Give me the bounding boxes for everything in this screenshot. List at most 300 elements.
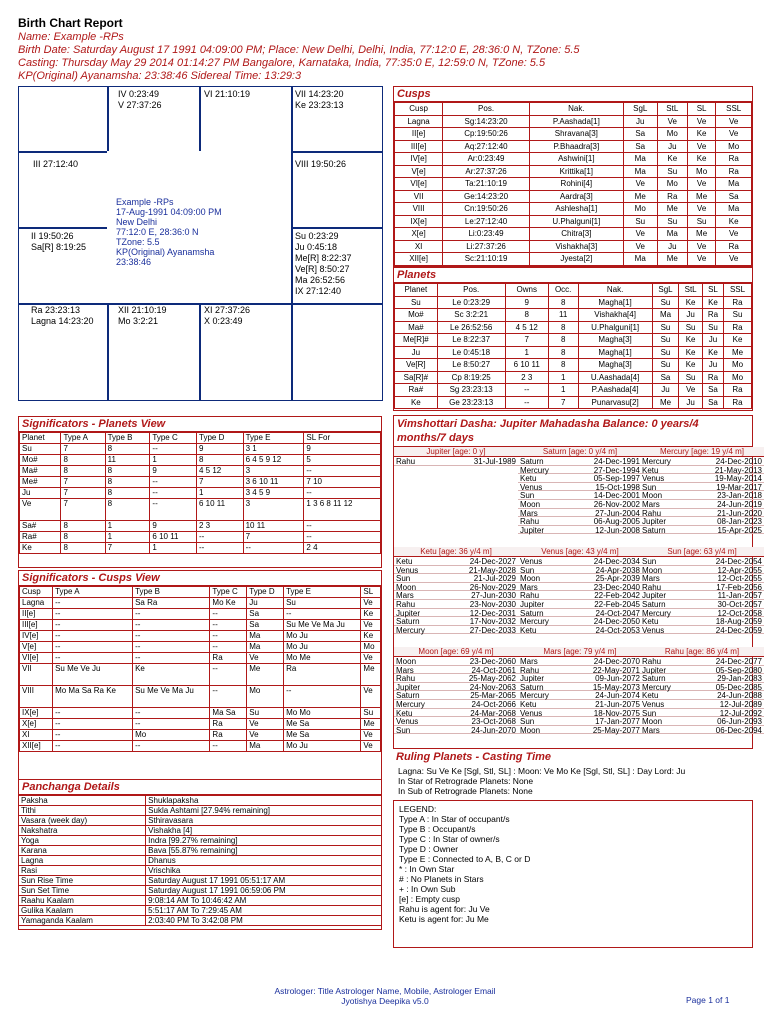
house-8: VIII 19:50:26 — [295, 159, 347, 169]
dasha-planet: Saturn — [520, 682, 544, 692]
table-cell: Ar:27:37:26 — [443, 165, 530, 178]
table-cell: Dhanus — [146, 856, 381, 866]
dasha-date: 18-Nov-2075 — [593, 708, 640, 718]
table-cell: Sa# — [20, 521, 61, 532]
table-cell: Ma — [623, 153, 657, 166]
ruling-panel — [393, 750, 753, 800]
table-cell: 8 — [61, 521, 105, 532]
table-row — [19, 846, 381, 856]
dasha-planet: Mars — [520, 508, 538, 518]
table-row — [395, 128, 752, 141]
dasha-row — [518, 457, 642, 466]
table-cell: Ma — [652, 309, 679, 322]
table-cell: Lagna — [20, 598, 53, 609]
table-cell: Mo Ke — [210, 598, 247, 609]
table-cell: -- — [53, 631, 133, 642]
table-cell: Me Sa — [284, 719, 361, 730]
table-cell: P.Aashada[1] — [529, 115, 623, 128]
dasha-group-header: Saturn [age: 0 y/4 m] — [518, 447, 642, 457]
dasha-date: 15-May-2073 — [592, 682, 640, 692]
table-cell: III[e] — [20, 620, 53, 631]
table-cell: Ve — [687, 203, 716, 216]
table-cell: Ju — [652, 384, 679, 397]
house-6: VI 21:10:19 — [204, 89, 251, 99]
table-cell: -- — [210, 609, 247, 620]
table-cell: Sg 23:23:13 — [437, 384, 505, 397]
table-cell: Mo — [724, 371, 752, 384]
dasha-date: 14-Dec-2001 — [593, 491, 640, 501]
table-cell: Cp 8:19:25 — [437, 371, 505, 384]
dasha-date: 24-Dec-2054 — [715, 557, 762, 566]
dasha-planet: Mars — [642, 574, 660, 584]
table-cell: -- — [133, 741, 210, 752]
dasha-date: 27-Dec-1994 — [593, 465, 640, 475]
dasha-planet: Sun — [396, 574, 411, 584]
column-header: SL — [361, 587, 381, 598]
dasha-date: 24-Dec-2010 — [715, 457, 762, 466]
table-cell: Su Me Ve Ju — [53, 664, 133, 686]
table-cell: 8 — [505, 309, 548, 322]
dasha-row — [518, 491, 642, 500]
table-cell: Ju — [20, 488, 61, 499]
dasha-row — [640, 566, 764, 575]
house-4: IV 0:23:49 V 27:37:26 — [118, 89, 162, 110]
dasha-planet: Mars — [520, 657, 538, 666]
table-cell: 7 — [197, 477, 244, 488]
dasha-row — [518, 674, 642, 683]
table-cell: Ve — [687, 115, 716, 128]
dasha-group — [518, 547, 642, 634]
dasha-date: 31-Jul-1989 — [473, 457, 516, 466]
dasha-planet: Moon — [520, 574, 541, 584]
table-cell: Ashwini[1] — [529, 153, 623, 166]
table-cell: Mo Mo — [284, 708, 361, 719]
table-cell: 1 3 6 8 11 12 — [304, 499, 381, 521]
table-cell: Me# — [20, 477, 61, 488]
table-cell: III[e] — [395, 140, 443, 153]
table-row — [19, 916, 381, 926]
panchanga-table — [19, 795, 381, 926]
column-header: SL — [687, 103, 716, 116]
house-9: Su 0:23:29 Ju 0:45:18 Me[R] 8:22:37 Ve[R] 8:50:27 Ma 26:52:56 IX 27:12:40 — [295, 231, 352, 296]
table-cell: Ke — [20, 543, 61, 554]
dasha-row — [640, 617, 764, 626]
table-cell: 3 — [243, 499, 304, 521]
dasha-planet: Rahu — [396, 674, 416, 684]
table-cell: 3 6 10 11 — [243, 477, 304, 488]
table-cell: II[e] — [395, 128, 443, 141]
dasha-row — [640, 500, 764, 509]
table-cell: 9 — [304, 444, 381, 455]
table-cell: Ke — [133, 664, 210, 686]
table-row — [20, 455, 381, 466]
table-cell: Mo Ju — [284, 741, 361, 752]
table-cell: Vishakha[3] — [529, 240, 623, 253]
table-cell: Me[R]# — [395, 334, 438, 347]
table-cell: Ke — [679, 359, 703, 372]
table-row — [395, 309, 752, 322]
dasha-row — [518, 691, 642, 700]
table-cell: Ve — [687, 240, 716, 253]
table-cell: Ke — [687, 153, 716, 166]
dasha-panel — [393, 415, 762, 749]
table-cell: Rohini[4] — [529, 178, 623, 191]
dasha-date: 25-May-2062 — [468, 674, 516, 684]
dasha-row — [518, 717, 642, 726]
table-cell: Su — [702, 321, 723, 334]
table-cell: -- — [304, 532, 381, 543]
dasha-row — [640, 583, 764, 592]
dasha-planet: Venus — [396, 717, 419, 727]
table-cell: Ke — [361, 609, 381, 620]
table-cell: Ra — [716, 240, 752, 253]
dasha-planet: Jupiter — [396, 682, 421, 692]
table-cell: Shravana[3] — [529, 128, 623, 141]
dasha-group-header: Ketu [age: 36 y/4 m] — [394, 547, 518, 557]
table-cell: Ve — [623, 228, 657, 241]
table-cell: 8 — [105, 466, 150, 477]
table-cell: Mo — [657, 128, 687, 141]
dasha-planet: Rahu — [642, 582, 662, 592]
dasha-planet: Mercury — [642, 608, 671, 618]
dasha-group-header: Sun [age: 63 y/4 m] — [640, 547, 764, 557]
table-cell: Sa — [247, 609, 284, 620]
table-row — [20, 444, 381, 455]
dasha-planet: Jupiter — [520, 674, 545, 684]
table-row — [395, 178, 752, 191]
house-1: Ra 23:23:13 Lagna 14:23:20 — [31, 305, 94, 326]
table-cell: V[e] — [395, 165, 443, 178]
dasha-row — [640, 483, 764, 492]
significators-cusps-panel — [18, 570, 382, 780]
header-line: Casting: Thursday May 29 2014 01:14:27 PM Bangalore, Karnataka, India, 77:35:0 E, 12:59:0 N, TZone: 5.5 — [18, 57, 546, 69]
dasha-row — [518, 500, 642, 509]
dasha-planet: Saturn — [396, 617, 420, 627]
table-row — [19, 836, 381, 846]
table-cell: Mo — [687, 165, 716, 178]
dasha-planet: Venus — [642, 625, 665, 635]
dasha-planet: Saturn — [396, 691, 420, 701]
table-cell: 6 10 11 — [150, 532, 197, 543]
table-cell: Ma# — [395, 321, 438, 334]
table-cell: Ra — [210, 730, 247, 741]
table-cell: Mo Ma Sa Ra Ke — [53, 686, 133, 708]
dasha-row — [518, 683, 642, 692]
table-cell: Me — [687, 190, 716, 203]
table-cell: Aq:27:12:40 — [443, 140, 530, 153]
dasha-row — [518, 517, 642, 526]
dasha-planet: Sun — [520, 491, 535, 501]
table-cell: Me Sa — [284, 730, 361, 741]
dasha-planet: Mars — [642, 725, 660, 735]
column-header: Type D — [197, 433, 244, 444]
table-cell: 9 — [150, 521, 197, 532]
table-cell: -- — [243, 543, 304, 554]
dasha-date: 26-Nov-2002 — [593, 499, 640, 509]
dasha-date: 27-Jun-2030 — [471, 591, 516, 601]
dasha-date: 26-Nov-2029 — [469, 582, 516, 592]
table-cell: IV[e] — [395, 153, 443, 166]
table-cell: 6 10 11 — [197, 499, 244, 521]
dasha-date: 06-Aug-2005 — [593, 517, 640, 527]
dasha-planet: Jupiter — [642, 665, 667, 675]
table-cell: 7 — [548, 396, 578, 409]
column-header: Type D — [247, 587, 284, 598]
table-row — [20, 543, 381, 554]
table-cell: Ar:0:23:49 — [443, 153, 530, 166]
table-row — [20, 631, 381, 642]
dasha-date: 19-May-2014 — [714, 474, 762, 484]
house-7: VII 14:23:20 Ke 23:23:13 — [295, 89, 344, 110]
table-cell: Mo Ju — [284, 631, 361, 642]
dasha-planet: Mercury — [642, 457, 671, 466]
table-cell: VII — [395, 190, 443, 203]
table-cell: Sthiravasara — [146, 816, 381, 826]
table-cell: Vasara (week day) — [19, 816, 146, 826]
table-cell: Ve — [687, 140, 716, 153]
dasha-row — [640, 517, 764, 526]
column-header: Type C — [210, 587, 247, 598]
dasha-planet: Rahu — [520, 591, 540, 601]
dasha-row — [394, 674, 518, 683]
ruling-line: In Sub of Retrograde Planets: None — [398, 786, 533, 796]
table-cell: -- — [284, 609, 361, 620]
table-cell: Ju — [702, 334, 723, 347]
dasha-planet: Moon — [642, 565, 663, 575]
dasha-date: 24-Jun-2074 — [595, 691, 640, 701]
table-cell: Ve — [361, 620, 381, 631]
dasha-row — [640, 700, 764, 709]
table-cell: -- — [505, 396, 548, 409]
dasha-date: 21-Jun-2075 — [595, 699, 640, 709]
panchanga-title: Panchanga Details — [19, 780, 381, 795]
dasha-date: 27-Dec-2033 — [469, 625, 516, 635]
table-row — [20, 466, 381, 477]
table-cell: Ju — [395, 346, 438, 359]
house-11: XI 27:37:26 X 0:23:49 — [204, 305, 251, 326]
table-cell: 3 4 5 9 — [243, 488, 304, 499]
dasha-date: 06-Jun-2093 — [717, 717, 762, 727]
table-row — [20, 653, 381, 664]
dasha-row — [394, 591, 518, 600]
table-row — [395, 384, 752, 397]
dasha-date: 12-Oct-2058 — [717, 608, 762, 618]
table-cell: 1 — [105, 532, 150, 543]
table-cell: Ke — [687, 128, 716, 141]
table-cell: -- — [150, 444, 197, 455]
table-cell: Ta:21:10:19 — [443, 178, 530, 191]
ruling-title: Ruling Planets - Casting Time — [393, 750, 753, 764]
dasha-row — [640, 609, 764, 618]
dasha-planet: Saturn — [642, 525, 666, 535]
dasha-planet: Jupiter — [520, 599, 545, 609]
dasha-group — [640, 647, 764, 734]
dasha-planet: Venus — [520, 482, 543, 492]
table-cell: Ra — [724, 384, 752, 397]
dasha-planet: Ketu — [520, 625, 537, 635]
table-cell: U.Phalguni[1] — [529, 215, 623, 228]
table-cell: Ve — [247, 653, 284, 664]
dasha-row — [394, 566, 518, 575]
table-cell: XI — [20, 730, 53, 741]
table-cell: Sun Rise Time — [19, 876, 146, 886]
table-cell: Gulika Kaalam — [19, 906, 146, 916]
dasha-planet: Rahu — [642, 657, 662, 666]
dasha-date: 22-May-2071 — [592, 665, 640, 675]
table-cell: 1 — [105, 521, 150, 532]
table-cell: XII[e] — [395, 253, 443, 266]
table-cell: Ma — [657, 228, 687, 241]
table-cell: Me — [247, 664, 284, 686]
table-cell: Le 8:22:37 — [437, 334, 505, 347]
table-cell: Magha[3] — [578, 334, 652, 347]
table-cell: Ma# — [20, 466, 61, 477]
table-cell: Ra — [702, 371, 723, 384]
table-cell: Su — [657, 215, 687, 228]
dasha-planet: Ketu — [396, 708, 413, 718]
dasha-group-header: Rahu [age: 86 y/4 m] — [640, 647, 764, 657]
column-header: Type B — [105, 433, 150, 444]
dasha-planet: Rahu — [520, 665, 540, 675]
table-cell: Mo — [623, 203, 657, 216]
table-cell: -- — [210, 741, 247, 752]
table-cell: -- — [133, 631, 210, 642]
table-cell: -- — [150, 499, 197, 521]
dasha-row — [394, 609, 518, 618]
table-cell: -- — [53, 730, 133, 741]
sig-cusps-title: Significators - Cusps View — [19, 571, 381, 586]
table-cell: Su — [724, 309, 752, 322]
table-cell: 5 — [304, 455, 381, 466]
table-cell: Ke — [395, 396, 438, 409]
dasha-row — [640, 466, 764, 475]
column-header: Cusp — [395, 103, 443, 116]
dasha-planet: Venus — [642, 699, 665, 709]
table-cell: Raahu Kaalam — [19, 896, 146, 906]
dasha-row — [518, 509, 642, 518]
table-cell: Ve — [657, 115, 687, 128]
dasha-date: 05-Sep-2080 — [715, 665, 762, 675]
column-header: Type A — [53, 587, 133, 598]
table-row — [395, 203, 752, 216]
table-cell: Ve — [623, 240, 657, 253]
dasha-date: 24-Nov-2063 — [469, 682, 516, 692]
table-cell: Ve — [623, 178, 657, 191]
dasha-row — [640, 683, 764, 692]
table-cell: -- — [150, 488, 197, 499]
table-cell: -- — [210, 686, 247, 708]
table-cell: -- — [304, 466, 381, 477]
column-header: Type C — [150, 433, 197, 444]
dasha-row — [394, 600, 518, 609]
table-cell: Mo — [657, 178, 687, 191]
table-cell: VI[e] — [395, 178, 443, 191]
table-cell: 8 — [548, 346, 578, 359]
dasha-date: 12-Oct-2055 — [717, 574, 762, 584]
cusps-title: Cusps — [394, 87, 752, 102]
dasha-row — [640, 657, 764, 666]
table-cell: -- — [133, 708, 210, 719]
planets-table — [394, 283, 752, 409]
table-cell: VIII — [395, 203, 443, 216]
table-cell: Mo — [724, 359, 752, 372]
table-cell: Bava [55.87% remaining] — [146, 846, 381, 856]
table-row — [395, 334, 752, 347]
dasha-row — [394, 583, 518, 592]
table-cell: Ju — [679, 396, 703, 409]
table-cell: Ra — [284, 664, 361, 686]
table-cell: Ma — [247, 642, 284, 653]
table-cell: Su Me Ve Ma Ju — [284, 620, 361, 631]
table-row — [19, 816, 381, 826]
table-cell: Sa — [623, 140, 657, 153]
table-row — [20, 620, 381, 631]
dasha-planet: Ketu — [520, 699, 537, 709]
dasha-planet: Ketu — [396, 557, 413, 566]
dasha-date: 21-Jun-2020 — [717, 508, 762, 518]
table-cell: Ma — [247, 631, 284, 642]
dasha-row — [640, 509, 764, 518]
table-cell: Ve — [20, 499, 61, 521]
table-cell: Ma — [623, 165, 657, 178]
dasha-date: 12-Dec-2031 — [469, 608, 516, 618]
table-cell: Punarvasu[2] — [578, 396, 652, 409]
dasha-row — [518, 557, 642, 566]
table-cell: Sa — [623, 128, 657, 141]
table-cell: Ra — [716, 165, 752, 178]
dasha-date: 23-Oct-2068 — [471, 717, 516, 727]
sig-cusps-table — [19, 586, 381, 752]
report-header — [18, 16, 738, 83]
table-cell: Magha[3] — [578, 359, 652, 372]
dasha-date: 15-Apr-2025 — [717, 525, 762, 535]
dasha-planet: Rahu — [520, 517, 540, 527]
table-row — [19, 906, 381, 916]
table-cell: Li:27:37:26 — [443, 240, 530, 253]
table-cell: Sc 3:2:21 — [437, 309, 505, 322]
table-cell: Mo — [716, 140, 752, 153]
column-header: Type E — [243, 433, 304, 444]
dasha-planet: Mercury — [520, 465, 549, 475]
dasha-planet: Sun — [520, 717, 535, 727]
dasha-row — [640, 626, 764, 635]
dasha-row — [394, 626, 518, 635]
dasha-row — [518, 609, 642, 618]
dasha-row — [394, 574, 518, 583]
dasha-row — [518, 666, 642, 675]
table-cell: 8 — [61, 532, 105, 543]
table-cell: -- — [210, 631, 247, 642]
table-cell: -- — [210, 642, 247, 653]
table-cell: -- — [304, 521, 381, 532]
table-cell: Ra — [724, 296, 752, 309]
significators-planets-panel — [18, 416, 382, 568]
table-cell: Sa Ra — [133, 598, 210, 609]
table-cell: VII — [20, 664, 53, 686]
table-cell: Vishakha[4] — [578, 309, 652, 322]
dasha-date: 11-Jan-2057 — [717, 591, 762, 601]
dasha-date: 08-Jan-2023 — [717, 517, 762, 527]
table-cell: Saturday August 17 1991 06:59:06 PM — [146, 886, 381, 896]
table-cell: Su — [652, 359, 679, 372]
table-cell: 6 4 5 9 12 — [243, 455, 304, 466]
dasha-row — [518, 574, 642, 583]
dasha-group — [640, 547, 764, 634]
table-cell: Mo# — [20, 455, 61, 466]
table-cell: Me — [623, 190, 657, 203]
dasha-row — [518, 726, 642, 735]
dasha-planet: Venus — [642, 474, 665, 484]
